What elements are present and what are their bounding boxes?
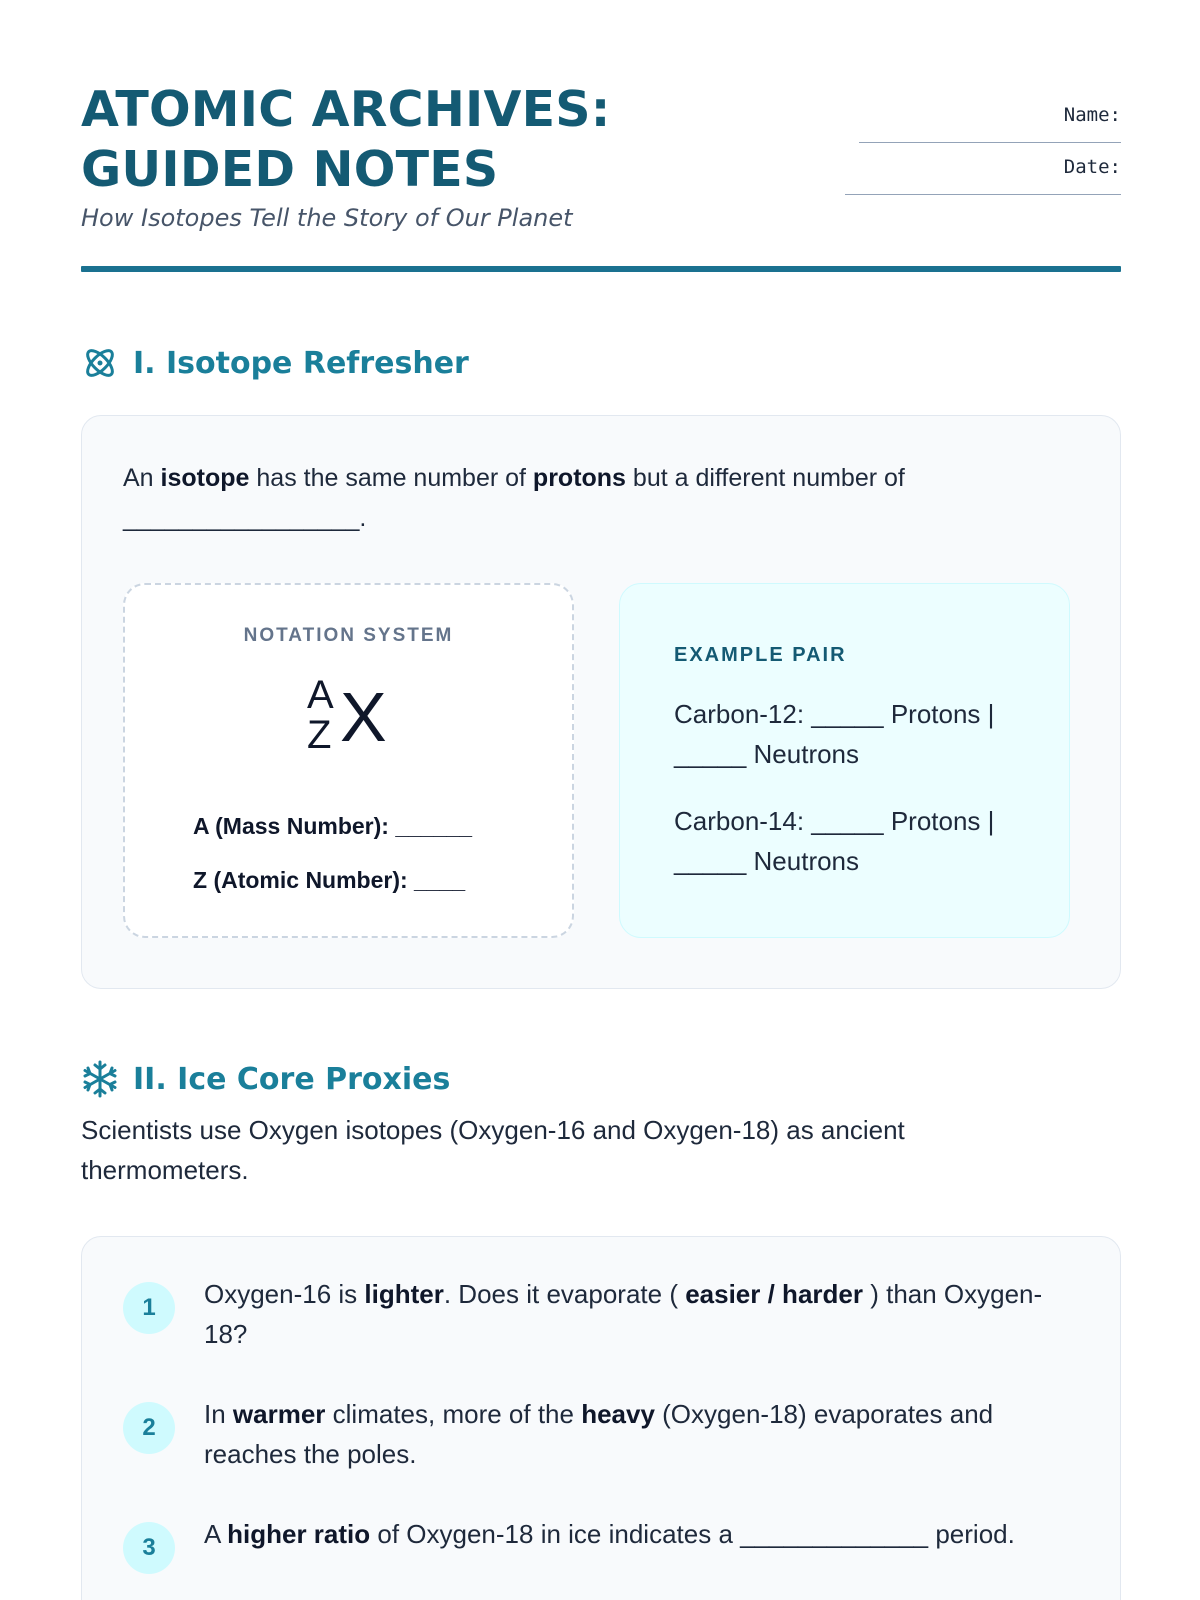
date-line[interactable] <box>845 194 1121 195</box>
page-subtitle: How Isotopes Tell the Story of Our Planet <box>81 204 573 232</box>
mass-number-symbol: A <box>307 673 334 717</box>
name-row <box>821 104 1121 156</box>
section2-heading <box>81 1060 450 1098</box>
question-text-part: climates, more of the <box>325 1399 582 1429</box>
notation-label: NOTATION SYSTEM <box>243 625 454 646</box>
protons-term: protons <box>532 464 626 492</box>
snowflake-icon <box>81 1060 119 1098</box>
section1-heading <box>81 344 469 382</box>
question-text-part: (Oxygen-18) evaporates and reaches the poles. <box>204 1399 994 1469</box>
worksheet-header <box>81 80 1121 280</box>
atomic-number-symbol: Z <box>307 713 332 757</box>
question-text-part: A <box>204 1519 228 1549</box>
date-row <box>821 156 1121 208</box>
element-symbol: X <box>340 678 387 756</box>
question-number-badge: 2 <box>123 1402 175 1454</box>
isotope-definition <box>123 458 1053 538</box>
atom-icon <box>81 344 119 382</box>
question-emphasis: higher ratio <box>227 1519 371 1549</box>
name-label: Name: <box>1063 104 1121 126</box>
question-text-part: ) than Oxygen-18? <box>204 1279 1043 1349</box>
section1-title: I. Isotope Refresher <box>133 345 469 381</box>
section2-title: II. Ice Core Proxies <box>133 1061 451 1097</box>
ice-core-questions-card <box>81 1236 1121 1600</box>
isotope-term: isotope <box>160 464 250 492</box>
definition-text: An <box>123 464 161 492</box>
question-emphasis: warmer <box>232 1399 326 1429</box>
date-label: Date: <box>1063 156 1121 178</box>
header-divider <box>81 266 1121 272</box>
page-title: ATOMIC ARCHIVES: GUIDED NOTES <box>81 81 611 198</box>
atomic-number-blank[interactable]: Z (Atomic Number): ____ <box>193 867 466 893</box>
question-number-badge: 1 <box>123 1282 175 1334</box>
example-pair-box <box>619 583 1070 938</box>
question-text[interactable] <box>204 1514 1084 1554</box>
carbon12-blanks[interactable]: Carbon-12: _____ Protons | _____ Neutrons <box>674 699 995 769</box>
isotope-refresher-card <box>81 415 1121 989</box>
question-text[interactable] <box>204 1274 1084 1354</box>
question-text-part: Oxygen-16 is <box>204 1279 365 1309</box>
nuclide-symbol <box>125 675 572 755</box>
definition-text: has the same number of <box>249 464 533 492</box>
question-text <box>204 1394 1084 1474</box>
example-label: EXAMPLE PAIR <box>674 644 847 666</box>
student-info <box>821 104 1121 208</box>
question-blank[interactable]: of Oxygen-18 in ice indicates a _____________ period. <box>370 1519 1015 1549</box>
ice-core-intro: Scientists use Oxygen isotopes (Oxygen-16 and Oxygen-18) as ancient thermometers. <box>81 1115 905 1185</box>
question-text-part: In <box>204 1399 233 1429</box>
mass-number-blank[interactable]: A (Mass Number): ______ <box>193 813 473 839</box>
question-choice[interactable]: easier / harder <box>685 1279 863 1309</box>
definition-blank[interactable]: but a different number of _________________. <box>123 464 905 532</box>
name-line[interactable] <box>859 142 1121 143</box>
carbon14-blanks[interactable]: Carbon-14: _____ Protons | _____ Neutrons <box>674 806 995 876</box>
question-emphasis: heavy <box>581 1399 655 1429</box>
question-number-badge: 3 <box>123 1522 175 1574</box>
notation-system-box <box>123 583 574 938</box>
question-text-part: . Does it evaporate ( <box>443 1279 686 1309</box>
question-emphasis: lighter <box>364 1279 444 1309</box>
